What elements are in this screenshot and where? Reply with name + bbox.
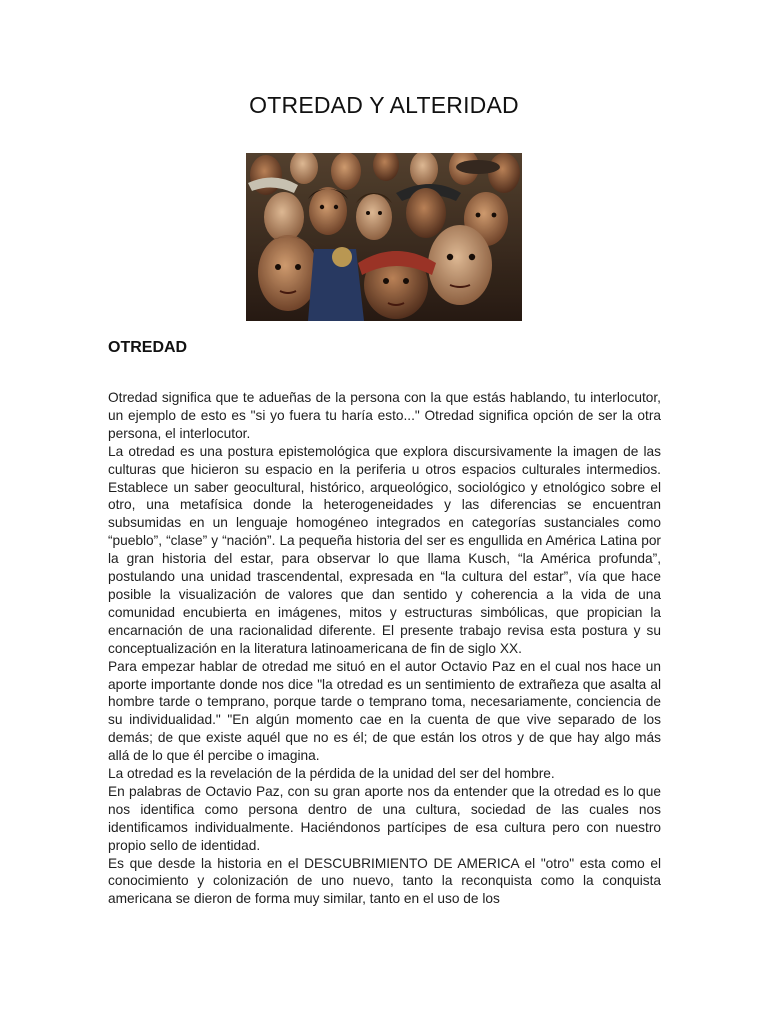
crowd-painting-image — [246, 153, 522, 321]
paragraph-4: La otredad es la revelación de la pérdida de la unidad del ser del hombre. — [108, 766, 555, 782]
section-heading-otredad: OTREDAD — [108, 339, 188, 356]
paragraph-3: Para empezar hablar de otredad me situó en el autor Octavio Paz en el cual nos hace un aporte importante donde nos dice "la otredad es un sentimiento de extrañeza que asalta al hombre tarde o temprano, porque tarde o temprano toma, necesariamente, conciencia de su individualidad." "En algún momento cae en la cuenta de que vive separado de los demás; de que existe aquél que no es él; de que están los otros y de que hay algo más allá de lo que él percibe o imagina. — [108, 658, 661, 764]
paragraph-1: Otredad significa que te adueñas de la persona con la que estás hablando, tu interlocutor, un ejemplo de esto es "si yo fuera tu haría esto..." Otredad significa opción de ser la otra persona, el interlocutor. — [108, 390, 661, 441]
body-text — [108, 389, 661, 908]
paragraph-2: La otredad es una postura epistemológica que explora discursivamente la imagen de las culturas que hicieron su espacio en la periferia u otros espacios culturales intermedios. Establece un saber geocultural, histórico, arqueológico, sociológico y etnológico sobre el otro, una metafísica donde la heterogeneidades y las diferencias se encuentran subsumidas en un lenguaje homogéneo integrados en categorías sustanciales como “pueblo”, “clase” y “nación”. La pequeña historia del ser es engullida en América Latina por la gran historia del estar, para observar lo que llama Kusch, “la América profunda”, postulando una unidad trascendental, expresada en “la cultura del estar”, vía que hace posible la visualización de valores que dan sentido y coherencia a la vida de una comunidad encubierta en imágenes, mitos y estructuras simbólicas, que propician la encarnación de una racionalidad diferente. El presente trabajo revisa esta postura y su conceptualización en la literatura latinoamericana de fin de siglo XX. — [108, 443, 661, 656]
paragraph-5: En palabras de Octavio Paz, con su gran aporte nos da entender que la otredad es lo que nos identifica como persona dentro de una cultura, sociedad de las cuales nos identificamos individualmente. Haciéndonos partícipes de esa cultura pero con nuestro propio sello de identidad. — [108, 783, 661, 853]
crowd-painting-illustration — [246, 153, 522, 321]
document-title: OTREDAD Y ALTERIDAD — [249, 92, 519, 118]
paragraph-6: Es que desde la historia en el DESCUBRIMIENTO DE AMERICA el "otro" esta como el conocimiento y colonización de uno nuevo, tanto la reconquista como la conquista americana se dieron de forma muy similar, tanto en el uso de los — [108, 855, 661, 907]
